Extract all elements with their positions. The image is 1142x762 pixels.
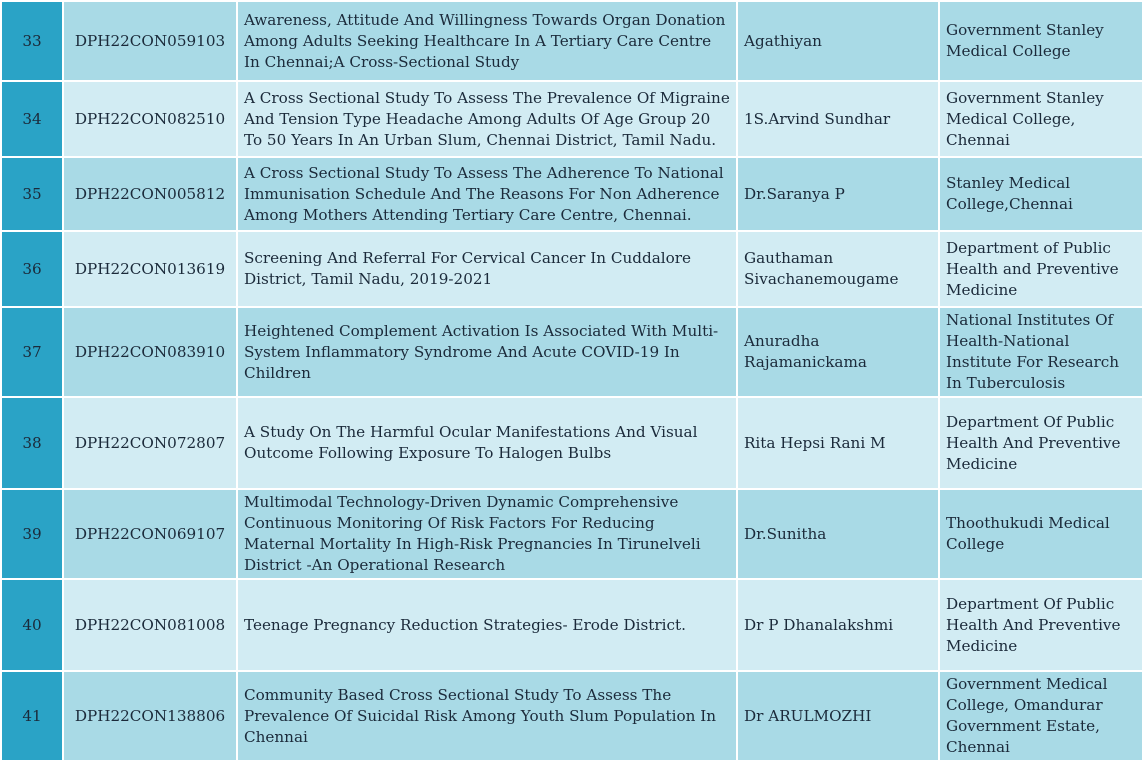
author-name: Agathiyan xyxy=(737,1,939,81)
table-row xyxy=(1,489,1142,579)
abstract-title: Multimodal Technology-Driven Dynamic Comprehensive Continuous Monitoring Of Risk Factors For Reducing Maternal Mortality In High-Risk Pregnancies In Tirunelveli District -An Operational Research xyxy=(237,489,737,579)
abstract-title: Community Based Cross Sectional Study To Assess The Prevalence Of Suicidal Risk Among Youth Slum Population In Chennai xyxy=(237,671,737,761)
row-number: 34 xyxy=(1,81,63,157)
author-name: Dr.Saranya P xyxy=(737,157,939,231)
author-name: 1S.Arvind Sundhar xyxy=(737,81,939,157)
author-name: Dr P Dhanalakshmi xyxy=(737,579,939,671)
row-number: 37 xyxy=(1,307,63,397)
author-name: Dr ARULMOZHI xyxy=(737,671,939,761)
table-row xyxy=(1,671,1142,761)
abstract-title: Screening And Referral For Cervical Cancer In Cuddalore District, Tamil Nadu, 2019-2021 xyxy=(237,231,737,307)
table-row xyxy=(1,1,1142,81)
abstract-id: DPH22CON081008 xyxy=(63,579,237,671)
abstract-title: A Cross Sectional Study To Assess The Adherence To National Immunisation Schedule And The Reasons For Non Adherence Among Mothers Attending Tertiary Care Centre, Chennai. xyxy=(237,157,737,231)
institution: Thoothukudi Medical College xyxy=(939,489,1142,579)
abstract-title: A Cross Sectional Study To Assess The Prevalence Of Migraine And Tension Type Headache Among Adults Of Age Group 20 To 50 Years In An Urban Slum, Chennai District, Tamil Nadu. xyxy=(237,81,737,157)
institution: Government Medical College, Omandurar Government Estate, Chennai xyxy=(939,671,1142,761)
institution: National Institutes Of Health-National Institute For Research In Tuberculosis xyxy=(939,307,1142,397)
institution: Department Of Public Health And Preventive Medicine xyxy=(939,579,1142,671)
abstract-id: DPH22CON059103 xyxy=(63,1,237,81)
institution: Department of Public Health and Preventive Medicine xyxy=(939,231,1142,307)
row-number: 38 xyxy=(1,397,63,489)
abstract-id: DPH22CON083910 xyxy=(63,307,237,397)
abstract-id: DPH22CON013619 xyxy=(63,231,237,307)
row-number: 40 xyxy=(1,579,63,671)
author-name: Rita Hepsi Rani M xyxy=(737,397,939,489)
table-row xyxy=(1,157,1142,231)
abstract-title: Heightened Complement Activation Is Associated With Multi-System Inflammatory Syndrome And Acute COVID-19 In Children xyxy=(237,307,737,397)
table-row xyxy=(1,307,1142,397)
institution: Department Of Public Health And Preventive Medicine xyxy=(939,397,1142,489)
row-number: 41 xyxy=(1,671,63,761)
author-name: Gauthaman Sivachanemougame xyxy=(737,231,939,307)
institution: Stanley Medical College,Chennai xyxy=(939,157,1142,231)
table-row xyxy=(1,81,1142,157)
author-name: Dr.Sunitha xyxy=(737,489,939,579)
institution: Government Stanley Medical College xyxy=(939,1,1142,81)
abstract-id: DPH22CON005812 xyxy=(63,157,237,231)
table-row xyxy=(1,579,1142,671)
author-name: Anuradha Rajamanickama xyxy=(737,307,939,397)
abstract-id: DPH22CON072807 xyxy=(63,397,237,489)
row-number: 39 xyxy=(1,489,63,579)
table-row xyxy=(1,397,1142,489)
abstract-id: DPH22CON138806 xyxy=(63,671,237,761)
abstract-title: Awareness, Attitude And Willingness Towards Organ Donation Among Adults Seeking Healthcare In A Tertiary Care Centre In Chennai;A Cross-Sectional Study xyxy=(237,1,737,81)
institution: Government Stanley Medical College, Chennai xyxy=(939,81,1142,157)
abstract-id: DPH22CON082510 xyxy=(63,81,237,157)
row-number: 35 xyxy=(1,157,63,231)
table-row xyxy=(1,231,1142,307)
row-number: 33 xyxy=(1,1,63,81)
abstract-title: A Study On The Harmful Ocular Manifestations And Visual Outcome Following Exposure To Halogen Bulbs xyxy=(237,397,737,489)
row-number: 36 xyxy=(1,231,63,307)
abstract-title: Teenage Pregnancy Reduction Strategies- Erode District. xyxy=(237,579,737,671)
abstract-id: DPH22CON069107 xyxy=(63,489,237,579)
